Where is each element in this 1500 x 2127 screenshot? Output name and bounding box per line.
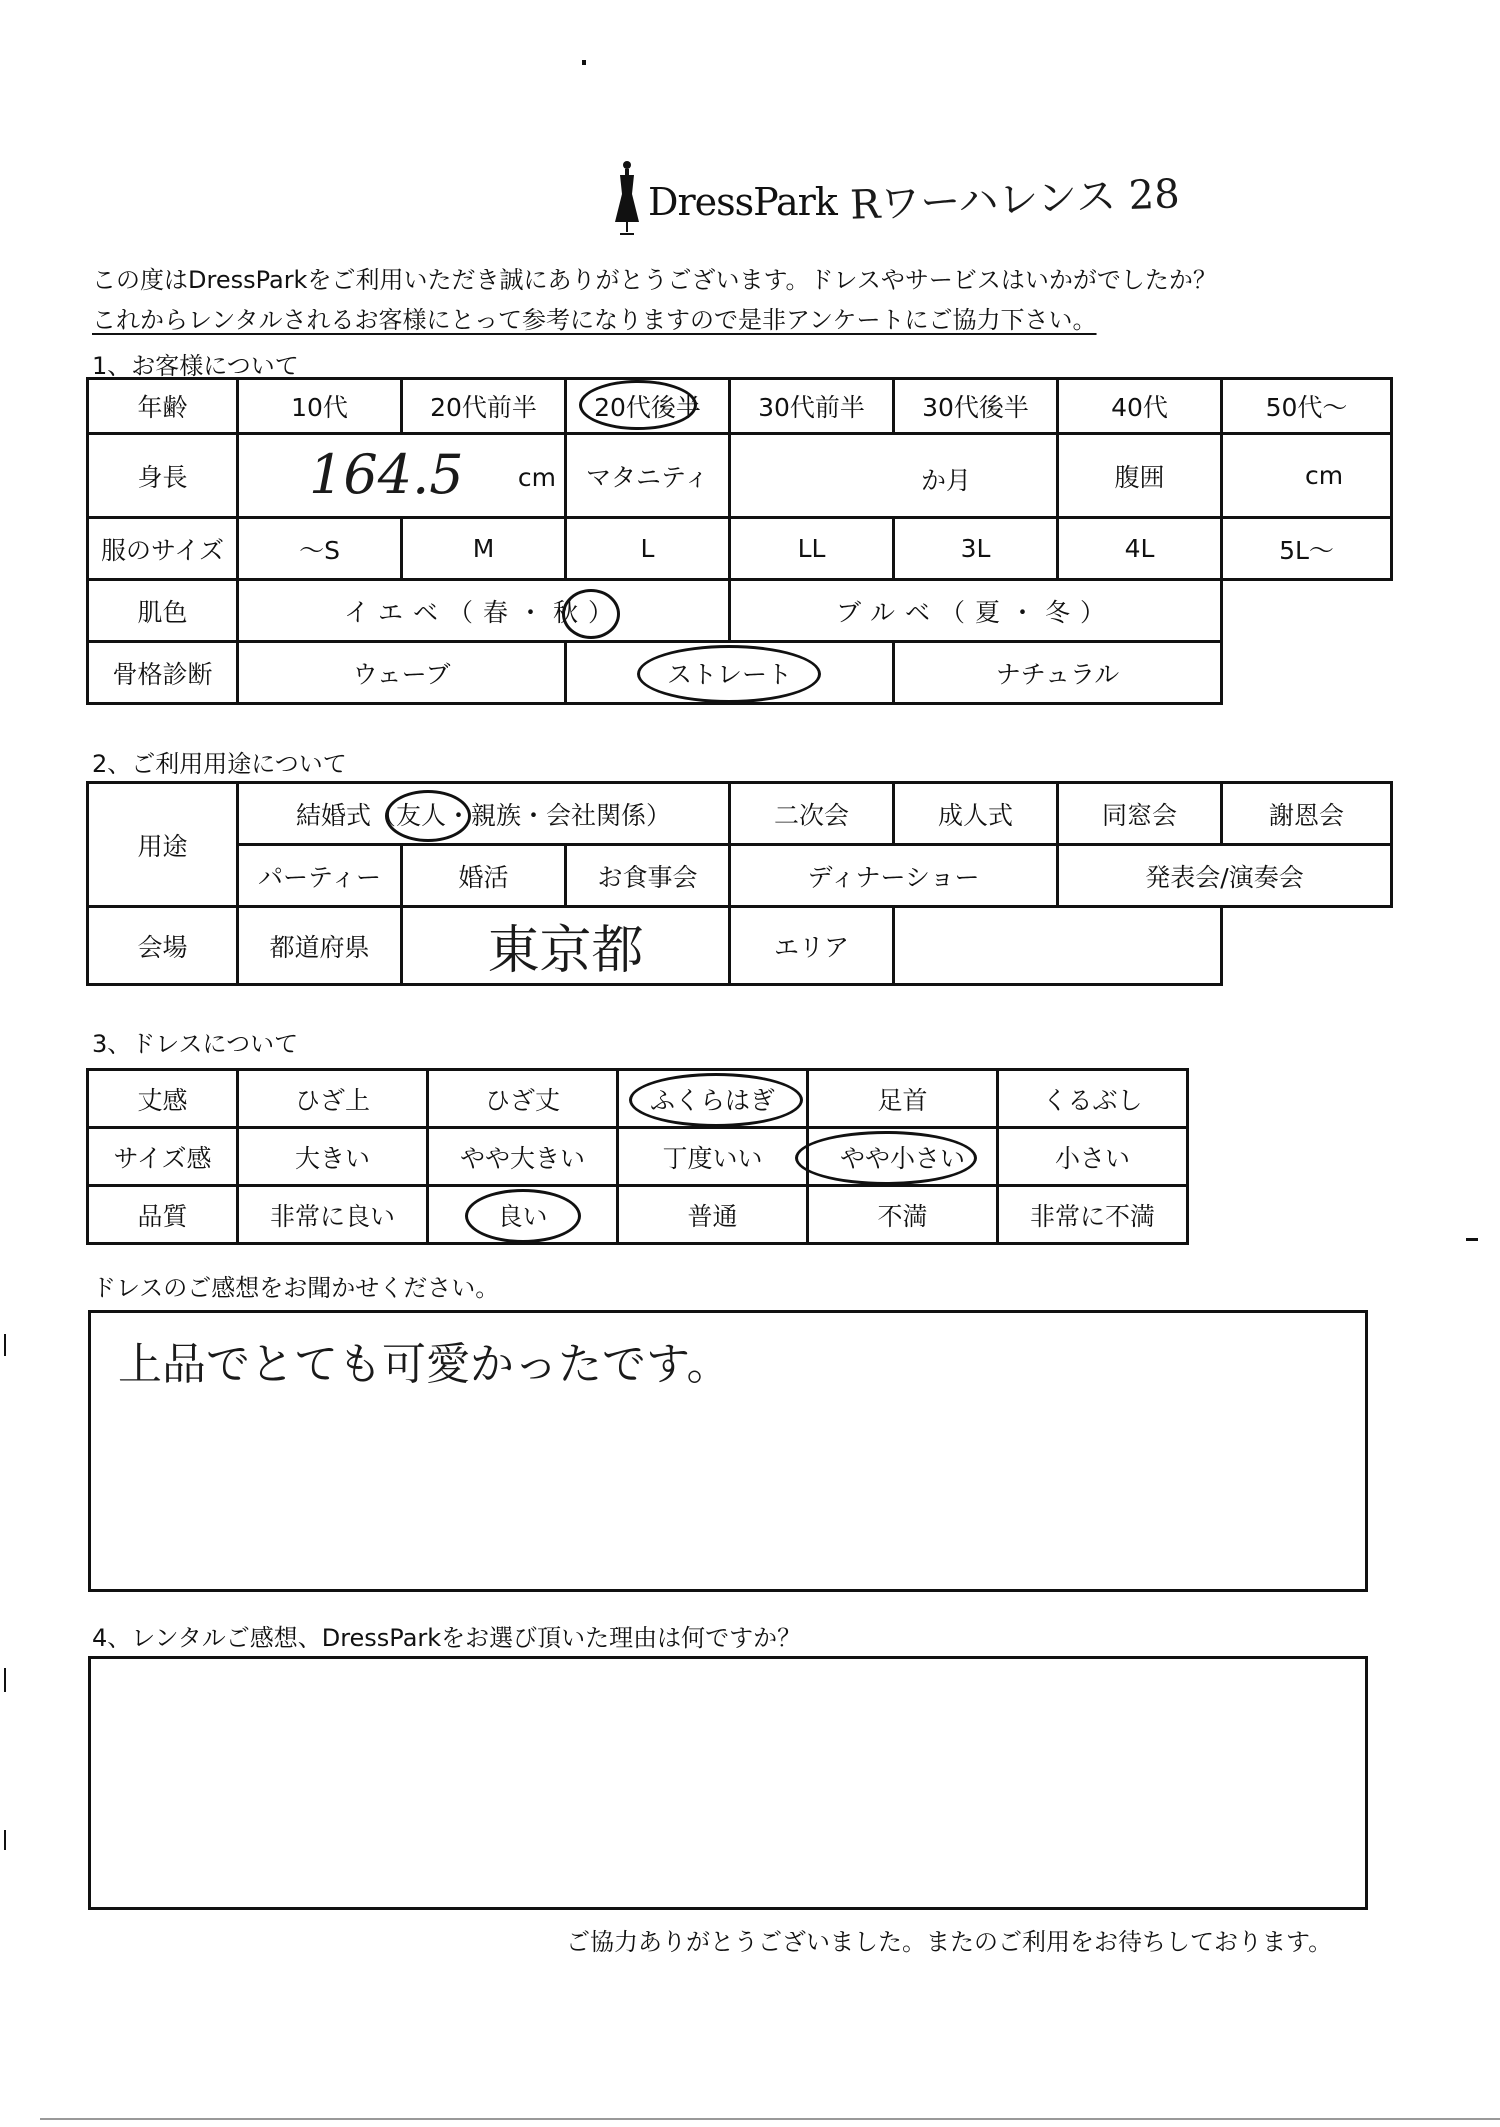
quality-option[interactable]: 非常に良い <box>238 1186 428 1244</box>
form-header <box>0 0 1500 240</box>
length-option[interactable]: くるぶし <box>998 1070 1188 1128</box>
size-option[interactable]: M <box>402 518 566 580</box>
area-label: エリア <box>730 907 894 985</box>
skin-blue-label: ブルベ（夏・冬） <box>835 597 1115 627</box>
height-value: 164.5 <box>309 443 464 506</box>
skin-yellow-option[interactable] <box>238 580 730 642</box>
quality-option-label: 良い <box>497 1201 548 1231</box>
waist-unit: cm <box>1305 461 1344 490</box>
prefecture-field[interactable] <box>402 907 730 985</box>
fit-option[interactable]: 丁度いい <box>618 1128 808 1186</box>
height-unit: cm <box>517 463 556 492</box>
maternity-unit: か月 <box>921 466 972 495</box>
quality-option[interactable]: 普通 <box>618 1186 808 1244</box>
age-label: 年齢 <box>88 379 238 434</box>
age-option[interactable]: 40代 <box>1058 379 1222 434</box>
prefecture-value: 東京都 <box>487 921 644 981</box>
purpose-option[interactable]: ディナーショー <box>730 845 1058 907</box>
maternity-label: マタニティ <box>566 434 730 518</box>
length-option[interactable]: ひざ上 <box>238 1070 428 1128</box>
skeleton-option[interactable]: ナチュラル <box>894 642 1222 704</box>
purpose-label: 用途 <box>88 783 238 907</box>
quality-option[interactable]: 非常に不満 <box>998 1186 1188 1244</box>
dress-comment-label: ドレスのご感想をお聞かせください。 <box>92 1274 500 1302</box>
age-option-selected[interactable] <box>566 379 730 434</box>
skeleton-option-label: ストレート <box>666 659 792 689</box>
purpose-table <box>86 781 1393 986</box>
size-label: 服のサイズ <box>88 518 238 580</box>
purpose-option[interactable]: 同窓会 <box>1058 783 1222 845</box>
skin-yellow-label: イエベ（春・秋） <box>343 597 623 627</box>
area-field[interactable] <box>894 907 1222 985</box>
empty-cell <box>1222 907 1392 985</box>
size-option[interactable]: 3L <box>894 518 1058 580</box>
section-2-title: 2、ご利用用途について <box>92 750 347 778</box>
intro-line-1: この度はDressParkをご利用いただき誠にありがとうございます。ドレスやサービスはいかがでしたか？ <box>92 266 1217 294</box>
size-option[interactable]: 5L～ <box>1222 518 1392 580</box>
scan-speck <box>582 60 586 65</box>
size-option[interactable]: ～S <box>238 518 402 580</box>
quality-option[interactable]: 不満 <box>808 1186 998 1244</box>
skin-blue-option[interactable] <box>730 580 1222 642</box>
size-option[interactable]: LL <box>730 518 894 580</box>
empty-cell <box>1222 642 1392 704</box>
skeleton-option-selected[interactable] <box>566 642 894 704</box>
fit-option[interactable]: 小さい <box>998 1128 1188 1186</box>
dress-logo-icon <box>612 160 642 236</box>
height-field[interactable] <box>238 434 566 518</box>
waist-field[interactable] <box>1222 434 1392 518</box>
age-option[interactable]: 30代前半 <box>730 379 894 434</box>
purpose-option[interactable]: 発表会/演奏会 <box>1058 845 1392 907</box>
dress-table <box>86 1068 1189 1245</box>
quality-option-selected[interactable] <box>428 1186 618 1244</box>
waist-label: 腹囲 <box>1058 434 1222 518</box>
scan-speck <box>4 1668 6 1692</box>
section-4-title: 4、レンタルご感想、DressParkをお選び頂いた理由は何ですか？ <box>92 1624 802 1652</box>
skin-label: 肌色 <box>88 580 238 642</box>
age-option[interactable]: 50代～ <box>1222 379 1392 434</box>
wedding-label: 結婚式（友人・親族・会社関係） <box>296 800 672 830</box>
fit-option[interactable]: やや大きい <box>428 1128 618 1186</box>
length-option[interactable]: ひざ丈 <box>428 1070 618 1128</box>
fit-option-label: やや小さい <box>839 1143 965 1173</box>
length-option-selected[interactable] <box>618 1070 808 1128</box>
purpose-option[interactable]: お食事会 <box>566 845 730 907</box>
purpose-option[interactable]: 二次会 <box>730 783 894 845</box>
length-label: 丈感 <box>88 1070 238 1128</box>
scan-speck <box>1466 1238 1478 1241</box>
age-option[interactable]: 10代 <box>238 379 402 434</box>
section-3-title: 3、ドレスについて <box>92 1030 299 1058</box>
footer-thanks: ご協力ありがとうございました。またのご利用をお待ちしております。 <box>566 1928 1333 1956</box>
skeleton-label: 骨格診断 <box>88 642 238 704</box>
length-option-label: ふくらはぎ <box>649 1085 775 1115</box>
brand-name: DressPark <box>648 180 837 224</box>
wedding-option[interactable] <box>238 783 730 845</box>
fit-label: サイズ感 <box>88 1128 238 1186</box>
venue-label: 会場 <box>88 907 238 985</box>
age-option-label: 20代後半 <box>594 393 701 422</box>
dress-comment-value: 上品でとても可愛かったです。 <box>118 1339 731 1390</box>
empty-cell <box>1222 580 1392 642</box>
scan-edge-line <box>40 2118 1500 2120</box>
purpose-option[interactable]: 謝恩会 <box>1222 783 1392 845</box>
skeleton-option[interactable]: ウェーブ <box>238 642 566 704</box>
maternity-field[interactable] <box>730 434 1058 518</box>
height-label: 身長 <box>88 434 238 518</box>
rental-comment-box[interactable] <box>88 1656 1368 1910</box>
fit-option-selected[interactable] <box>808 1128 998 1186</box>
purpose-option[interactable]: 婚活 <box>402 845 566 907</box>
quality-label: 品質 <box>88 1186 238 1244</box>
prefecture-label: 都道府県 <box>238 907 402 985</box>
purpose-option[interactable]: 成人式 <box>894 783 1058 845</box>
size-option[interactable]: L <box>566 518 730 580</box>
size-option[interactable]: 4L <box>1058 518 1222 580</box>
scan-speck <box>4 1830 6 1850</box>
length-option[interactable]: 足首 <box>808 1070 998 1128</box>
customer-table <box>86 377 1393 705</box>
age-option[interactable]: 20代前半 <box>402 379 566 434</box>
fit-option[interactable]: 大きい <box>238 1128 428 1186</box>
intro-line-2: これからレンタルされるお客様にとって参考になりますので是非アンケートにご協力下さい。 <box>92 306 1097 334</box>
purpose-option[interactable]: パーティー <box>238 845 402 907</box>
section-1-title: 1、お客様について <box>92 352 299 380</box>
handwritten-note: Rワーハレンス 28 <box>849 171 1181 229</box>
age-option[interactable]: 30代後半 <box>894 379 1058 434</box>
scan-speck <box>4 1334 6 1356</box>
